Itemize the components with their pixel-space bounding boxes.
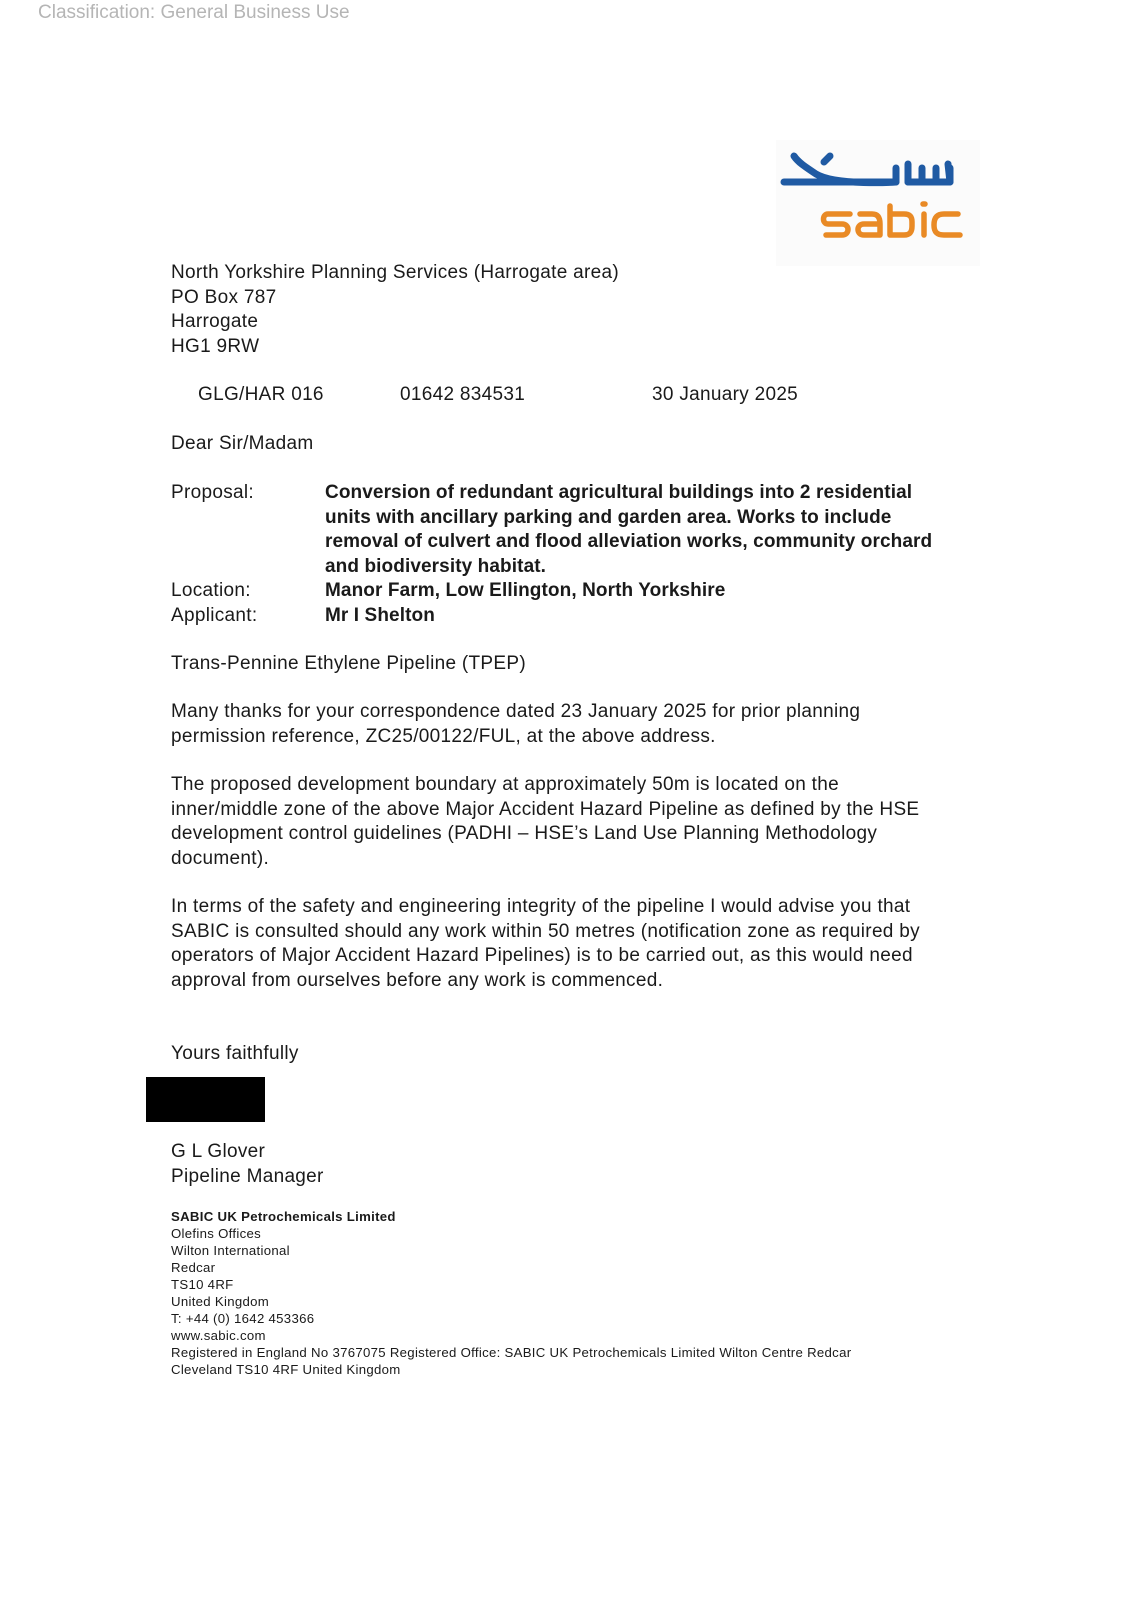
signature-block (171, 1140, 324, 1189)
our-reference: GLG/HAR 016 (198, 384, 324, 405)
body-paragraph: In terms of the safety and engineering integrity of the pipeline I would advise you that SABIC is consulted should any work within 50 metres (notification zone as required by operators of Major Accident Hazard Pipelines) is to be carried out, as this would need approval from ourselves before any work is commenced. (171, 896, 920, 991)
location-label: Location: (171, 580, 251, 602)
footer-line: TS10 4RF (171, 1277, 234, 1292)
footer-registration: Registered in England No 3767075 Registered Office: SABIC UK Petrochemicals Limited Wilton Centre Redcar (171, 1345, 852, 1360)
reference-phone: 01642 834531 (400, 384, 526, 405)
signatory-name: G L Glover (171, 1141, 266, 1162)
footer-line: United Kingdom (171, 1294, 270, 1309)
signatory-title: Pipeline Manager (171, 1165, 324, 1187)
body-paragraph: The proposed development boundary at approximately 50m is located on the inner/middle zone of the above Major Accident Hazard Pipeline as defined by the HSE development control guidelines (PADHI – HSE’s Land Use Planning Methodology document). (171, 774, 920, 869)
location-row (171, 579, 955, 604)
latin-wordmark (824, 204, 961, 235)
sabic-logo (776, 140, 980, 266)
application-details (171, 481, 955, 629)
proposal-row (171, 481, 955, 579)
redacted-signature (146, 1077, 265, 1122)
applicant-label: Applicant: (171, 604, 258, 626)
sabic-logo-graphic (776, 140, 980, 266)
footer-website: www.sabic.com (171, 1328, 266, 1343)
salutation: Dear Sir/Madam (171, 433, 314, 454)
location-value: Manor Farm, Low Ellington, North Yorkshire (325, 580, 726, 602)
footer-line: Olefins Offices (171, 1226, 262, 1241)
company-name: SABIC UK Petrochemicals Limited (171, 1209, 396, 1224)
body-paragraph: Many thanks for your correspondence dated 23 January 2025 for prior planning permission reference, ZC25/00122/FUL, at the above address. (171, 701, 861, 747)
classification-label: Classification: General Business Use (38, 2, 350, 23)
letter-date: 30 January 2025 (652, 384, 799, 405)
closing: Yours faithfully (171, 1043, 299, 1064)
applicant-value: Mr I Shelton (325, 604, 435, 626)
address-line: Harrogate (171, 311, 259, 333)
applicant-row (171, 604, 955, 629)
proposal-label: Proposal: (171, 482, 254, 503)
footer-line: Redcar (171, 1260, 216, 1275)
proposal-value: Conversion of redundant agricultural buildings into 2 residential units with ancillary parking and garden area. Works to include removal of culvert and flood alleviation works, community orchard and biodiversity habitat. (325, 482, 933, 577)
address-line: PO Box 787 (171, 286, 277, 308)
recipient-address (171, 261, 619, 359)
address-line: HG1 9RW (171, 335, 260, 357)
address-line: North Yorkshire Planning Services (Harrogate area) (171, 262, 619, 283)
company-footer (171, 1208, 851, 1378)
arabic-wordmark (784, 156, 950, 183)
footer-phone: T: +44 (0) 1642 453366 (171, 1311, 315, 1326)
footer-line: Wilton International (171, 1243, 290, 1258)
letter-subject: Trans-Pennine Ethylene Pipeline (TPEP) (171, 653, 526, 674)
footer-registration: Cleveland TS10 4RF United Kingdom (171, 1362, 401, 1377)
